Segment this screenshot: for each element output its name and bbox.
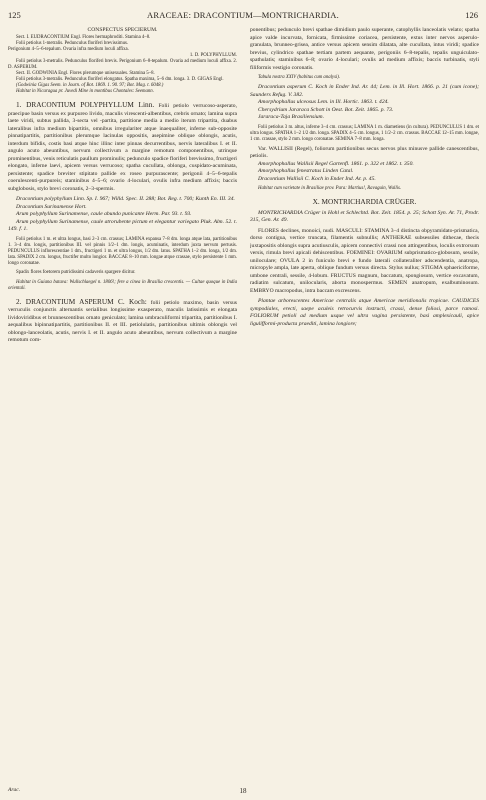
genus-heading: X. MONTRICHARDIA CRÜGER. [312,197,417,207]
synonym-line: Arum polyphyllum Surinamense, caule atrorubente pictum et elegantur variegato Pluk. Alm. 52. t. 149. f. 1. [8,218,237,233]
conspectus-line: (Godwinia Gigas Seem. in Journ. of Bot. 1869. 1. 90. 97; Bot. Mag. t. 6048.) [16,83,164,89]
signature-mark: Arac. [8,787,21,793]
species-1-habitat: Habitat in Guiana batava: Wullschlaegel n. 1806!; fere a cinea in Brasilia crescentis. — Cultae quoque in India orientali. [8,279,237,291]
conspectus-title: CONSPECTUS SPECIERUM. [87,27,158,33]
signature-number: 18 [239,787,247,795]
species-2-heading: 2. DRACONTIUM ASPERUM C. Koch: [16,296,147,306]
species-2-description: folii petiolo maximo, basin versus verruculis conjunctis alternantis serialibus longissime exasperato, maculis latissimis et elongata lividoviridibus et brunnescentibus ornato geniculato; lamina umbraculiformi tripartita, partitionibus I. aequalibus bipinnatipartitis, partitionibus II. et III. petiolulatis, partitionibus ultimis oblongis vel oblongo-lanceolatis, acutis, nervis I. et II. angulo acuto abeuntibus, nervum collectivum a margine remotum com- [8,299,237,344]
left-column [8,27,237,787]
page-header [8,10,478,24]
genus-citation: MONTRICHARDIA Crüger in Hohl et Schlechtd. Bot. Zeit. 1854. p. 25; Schott Syn. Ar. 71, Prodr. 315, Gen. Ar. 49. [250,209,479,224]
species-2-continuation: ponentibus; pedunculo brevi spathae dimidium paulo superante, catophyllis lanceolatis velato; spatha apice valde incurvata, fornicata, firmissime coriacea, persistente, extus inter nervos asperulo-granulata, brunneo-grisea, antice versus apicem sensim dilatata, alte cucullata, intus viridi; spadice brevius, cylindrico spathae tertiam partem aequante, perigoniis 6–8-tepalis, tepalis unguiculato-spathulatis; staminibus 6–8; ovario 4-loculari; ovulis ad medium affixis; baccis turbinatis, styli filiformis vestigio coronatis. [250,27,479,71]
conspectus-line: Folii petiolus 3-metralis. Pedunculus floriferi elongatus. Spatha maxima, 5–6 dm. longa. 3. D. GIGAS Engl. [16,77,224,83]
species-1-entry [8,101,237,193]
conspectus-line: 1. D. POLYPHYLLUM. [189,52,237,58]
synonym-line: Arum polyphyllum Surinamense, caule abundo punicante Herm. Par. 93. t. 93. [16,211,192,218]
species-1-heading: 1. DRACONTIUM POLYPHYLLUM Linn. [16,100,155,110]
conspectus-line: Sect. I. EUDRACONTIUM Engl. Flores hermaphroditi. Stamina 4–8. [16,34,151,40]
synonym-line: Dracontium asperum C. Koch in Ender Ind. Ar. 44; Lem. in Ill. Hort. 1866. p. 21 (cum icone); Saunders Refug. V. 382. [250,84,479,98]
synonym-line: Dracontium polyphyllum Linn. Sp. I. 967; Willd. Spec. II. 288; Bot. Reg. t. 700; Kunth En. III. 34. [16,196,235,203]
species-1-description: Folii petiolo verrucoso-asperato, praecipue basin versus ex purpureo livido, maculis virescenti-albentibus, crebris ornato; lamina supra laete viridi, subtus pallida, 3-secta vel -partita, partitione media a medio iterum tripartita, duabus lateralibus infra medium bipartitis, omnibus irregulariter atque inaequaliter, inferne sub-opposite pinnatipartitis, partitionibus plerumque lacinulas oppositis, asepimine oblique oblongis, acutis, interdum bifidis, costis basi atque hinc illinc inter pinnas decurrentibus, nervis lateralibus I. et II. angulo acuto abeuntibus, nervum collectivum a margine remotum componentibus, utrinque prominentibus, venis reticulatis paullum prominulis; pedunculo spadice floriferi brevissimo, fructigeri elongato, inferne laevi, apicem versus verrucoso; spatha cucullata, oblonga, cuspidato-acuminata, persistente; spadice breviter stipitato pallide ex roseo purpurascente; perigonii 4–5–6-tepalis coerulescenti-purpureis; staminibus 4–5–6; ovario 4-loculari, ovulis infra medium affixis; baccis subglobosis, stylo brevi coronatis, 2–3-spermis. [8,103,237,192]
variety-text: Var. WALLISII (Regel), foliorum partitionibus secus nervos plus minusve pallide canescentibus, petiolis. [250,145,479,160]
right-column [250,27,479,787]
running-title: ARACEAE: DRACONTIUM—MONTRICHARDIA. [147,10,339,20]
genus-plants-description: Plantae arborescentes Americae centralis atque Americae meridionalis tropicae. CAUDICES sympodiales, erecti, saepe aculeis retrocurvis instructi, crassi, dense foliosi, parce ramosi. FOLIORUM petioli ad medium usque vel ultra vagina persistente, basi amplexicauli, apice ligulifformi-producta praediti, lamina longiore; [250,298,479,327]
page-footer [8,787,478,797]
conspectus-line: Perigonium 4–5–6-tepalum. Ovaria infra medium loculi affixa. [8,46,129,52]
synonym-line: Dracontium Surinamense Hort. [16,203,87,210]
page-number-right: 126 [465,10,478,20]
page-number-left: 125 [8,10,21,20]
conspectus-block [8,35,237,96]
variety-synonym: Dracontium Wallisii C. Koch in Ender Ind. Ar. p. 45. [258,175,376,182]
variety-synonym: Amorphophallus Wallisii Regel Gartenfl. 1861. p. 322 et 1862. t. 350. [258,160,414,167]
genus-description: FLORES declines, monoici, nudi. MASCULI: STAMINA 3–4 distincta obpyramidato-prismatica, dorso contigua, vertice truncata, filamentis subnullis; ANTHERAE subsessiles dithecae, thecis juxtapositis oblongis supra acutiusculis, apicem connectivi crassi non attingentibus, loculis extrorsum versis, rimula brevi apicali dehiscentibus. FOEMINEI: OVARIUM subprismatico-globosum, sessile, uniloculare; OVULA 2 in funiculo brevi e fundo laterali collateraliter adscendentia, anatropa, micropyle ampla, late aperta, oblique fundum versus directa. Stylus nullus; STIGMA sphaericiforme, umbone centrali, sessile, 4-lobum. FRUCTUS magnum, baccatum, spongiosum, vertice excavatum, radiatim sulcatum, unilocularis, aborta monospermus. SEMEN anatropum, exalbuminosum. EMBRYO macropodus, intra baccam excrescens. [250,227,479,294]
species-1-note: Spadix flores foetorem putridissimi cadaveris spargere dicitur. [16,270,136,276]
plate-note: Tabula nostra XXIV (habitus cum analysi). [258,75,341,80]
vernacular-name: Jararaca-Taja Brasiliensium. [258,114,324,121]
conspectus-line: Habitat in Nicaragua pr. Juvedi Mine in montibus Chontales: Seemann. [16,89,154,95]
conspectus-line: Sect. II. GODWINIA Engl. Flores plerumque unisexuales. Stamina 5–8. [16,71,155,77]
synonym-line: Amorphophallus ulceosus Lem. in Ill. Hortic. 1863. t. 424. [258,99,389,106]
synonym-line: Chersydrium Jararaca Schott in Oest. Bot. Zeit. 1865. p. 73. [258,106,394,113]
species-2-measurements: Folii petiolus 3 m. altus, inferne 3–4 cm. crassus; LAMINA 1 m. diametiens (in cultura). PEDUNCULUS 1 dm. et ultra longus. SPATHA 1–2 1/2 dm. longa. SPADIX 4–5 cm. longus, 1 1/2–2 cm. crassus. BACCAE 12–15 mm. longae, 1 cm. crassae, stylo 2 mm. longo coronatae. SEMINA 7–8 mm. longa. [250,124,479,142]
conspectus-line: Folii petiolus 3-metralis. Pedunculus floriferi brevis. Perigonium 6–8-tepalum. Ovaria ad medium loculi affixa. 2. D. ASPERUM. [8,58,237,70]
species-2-habitat: Habitat cum varietate in Brasiliae prov. Para: Martius!, Ravaguin, Wallis. [258,186,402,192]
conspectus-line: Folii petiolus 1-metralis. Pedunculus floriferi brevissimus. [16,40,129,46]
species-1-measurements: Folii petiolus 1 m. et ultra longus, basi 2–3 cm. crassus; LAMINA expansa 7–8 dm. longa atque lata, partitionibus 1. 3–4 dm. longis, partitionibus III. vel pinnis 1/2–1 dm. longis, acuminatis, interdum juxta nervum pertusis. PEDUNCULUS inflorescentiae 1 dm., fructigeri 1 m. et ultra longus, 1/2 dm. latus. SPATHA 1–2 dm. longa, 1/2 dm. lata. SPADIX 2 cm. longus, fructifer multo longior. BACCAE 8–10 mm. longae atque crassae, stylo persistente 1 mm. longo coronatae. [8,236,237,267]
variety-synonym: Amorphophallus fenestratus Linden Catal. [258,168,354,175]
species-2-entry [8,298,237,345]
